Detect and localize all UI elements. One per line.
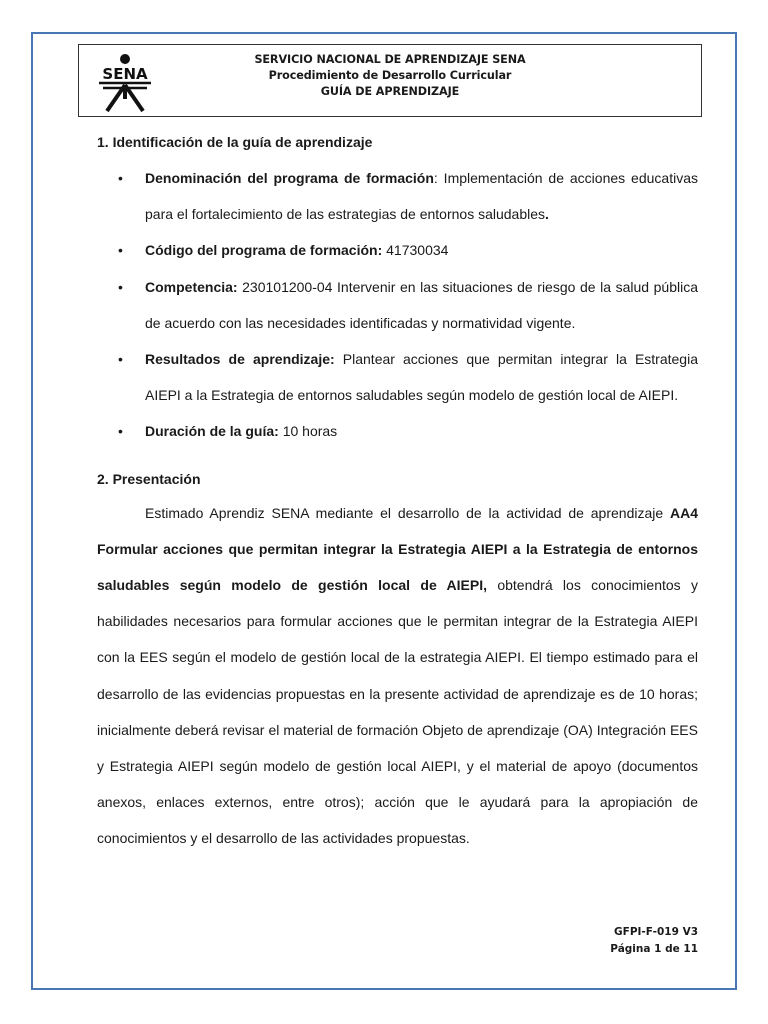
page-footer: [610, 924, 698, 958]
section-2-title: 2. Presentación: [97, 470, 201, 487]
list-item: • Duración de la guía: 10 horas: [97, 413, 698, 449]
list-item: • Código del programa de formación: 41730034: [97, 232, 698, 268]
header-line-3: GUÍA DE APRENDIZAJE: [320, 85, 460, 98]
form-code: GFPI-F-019 V3: [614, 926, 698, 938]
page-number: Página 1 de 11: [610, 943, 698, 955]
logo-text: SENA: [102, 65, 148, 83]
header-line-1: SERVICIO NACIONAL DE APRENDIZAJE SENA: [254, 53, 526, 66]
section-1-title: 1. Identificación de la guía de aprendizaje: [97, 134, 373, 150]
list-item: • Competencia: 230101200-04 Intervenir en las situaciones de riesgo de la salud pública de acuerdo con las necesidades identificadas y normatividad vigente.: [97, 269, 698, 341]
document-header: [78, 44, 702, 117]
presentation-paragraph: Estimado Aprendiz SENA mediante el desarrollo de la actividad de aprendizaje AA4 Formular acciones que permitan integrar la Estrategia AIEPI a la Estrategia de entornos saludables según modelo de gestión local de AIEPI, obtendrá los conocimientos y habilidades necesarios para formular acciones que le permitan integrar de la Estrategia AIEPI con la EES según el modelo de gestión local de la estrategia AIEPI. El tiempo estimado para el desarrollo de las evidencias propuestas en la presente actividad de aprendizaje es de 10 horas; inicialmente deberá revisar el material de formación Objeto de aprendizaje (OA) Integración EES y Estrategia AIEPI según modelo de gestión local AIEPI, y el material de apoyo (documentos anexos, enlaces externos, entre otros); acción que le ayudará para la apropiación de conocimientos y el desarrollo de las actividades propuestas.: [97, 504, 698, 847]
list-item: • Resultados de aprendizaje: Plantear acciones que permitan integrar la Estrategia AIEPI a la Estrategia de entornos saludables según modelo de gestión local de AIEPI.: [97, 341, 698, 413]
header-line-2: Procedimiento de Desarrollo Curricular: [268, 69, 512, 82]
list-item: • Denominación del programa de formación: Implementación de acciones educativas para el fortalecimiento de las estrategias de entornos saludables.: [97, 160, 698, 232]
identification-list: [97, 160, 698, 450]
document-body: [97, 130, 698, 857]
